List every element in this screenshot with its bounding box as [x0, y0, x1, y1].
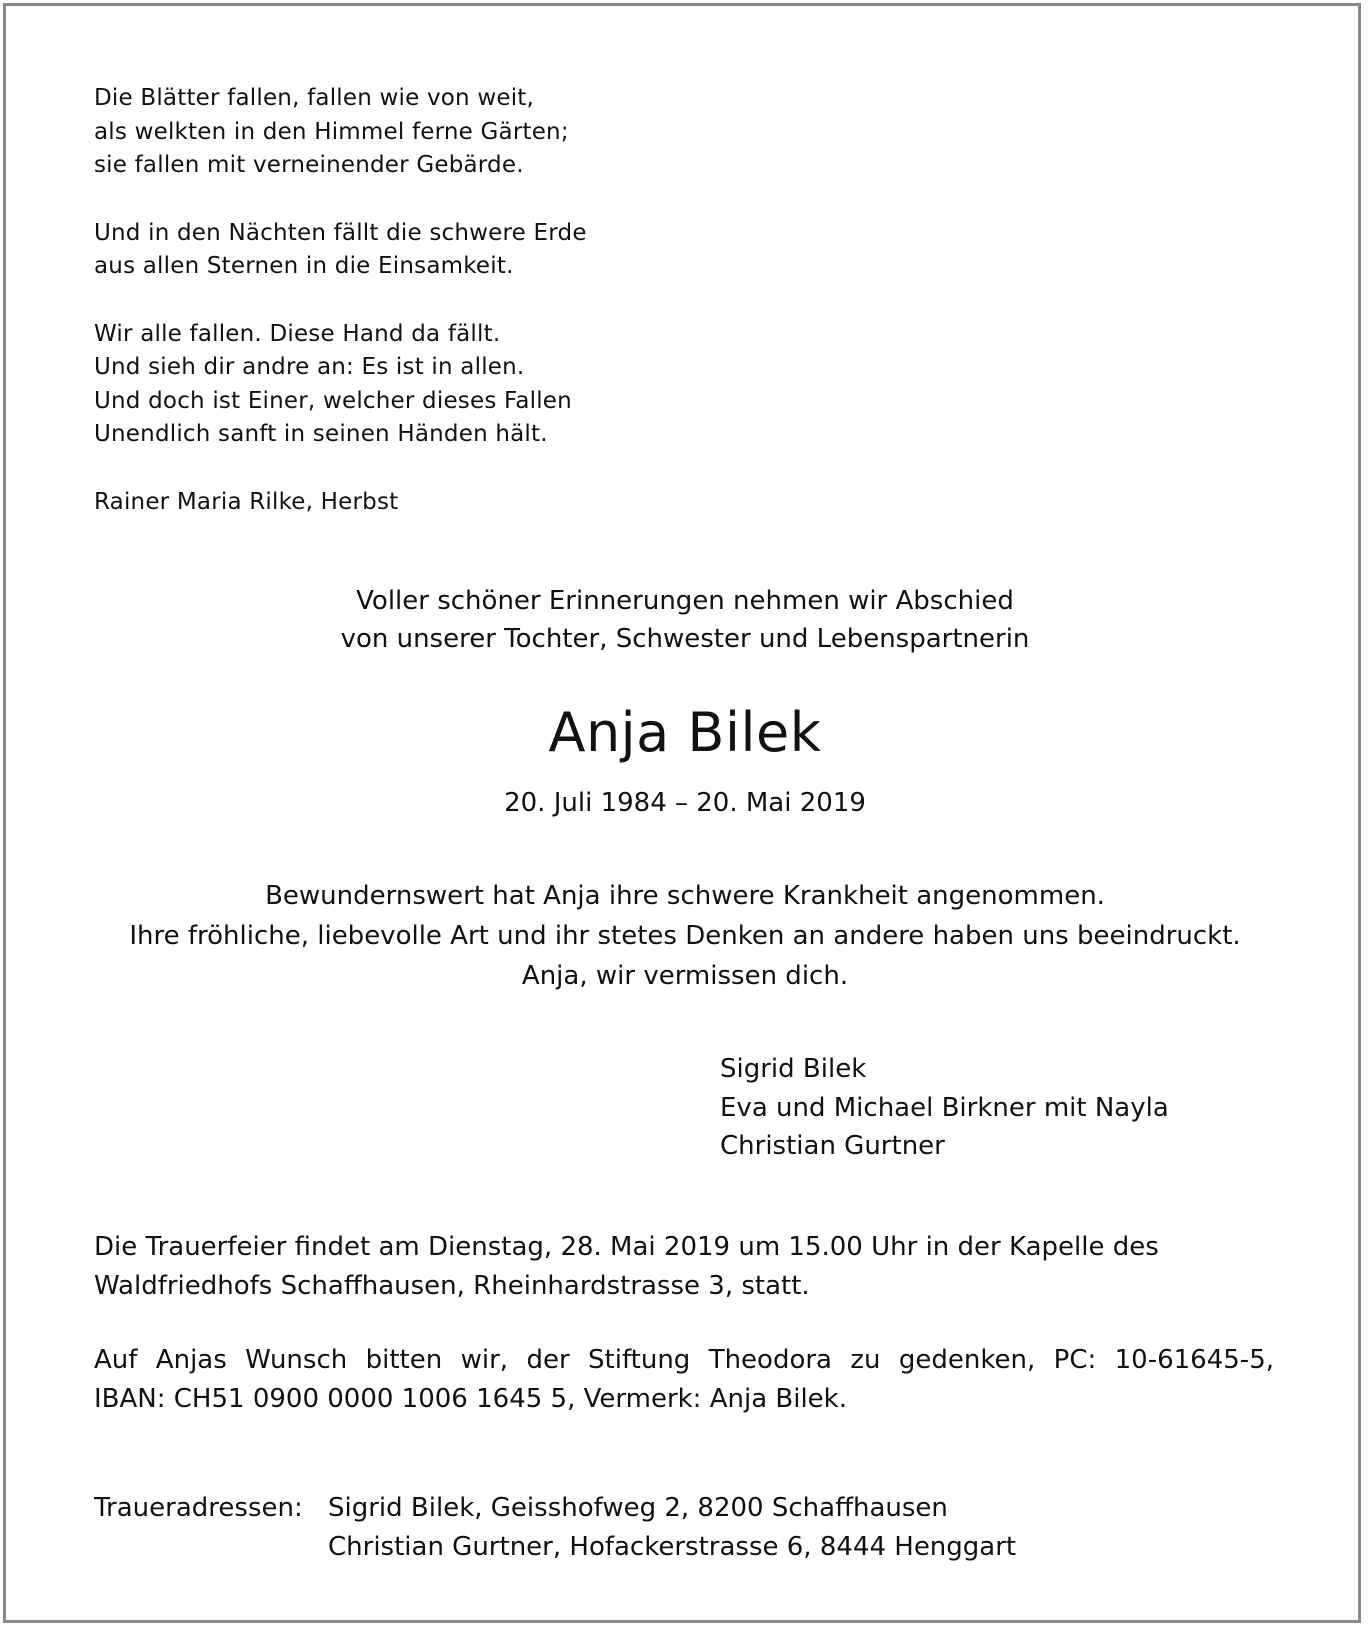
- poem-line: Und doch ist Einer, welcher dieses Fallen: [94, 387, 572, 414]
- ceremony-notice: [94, 1228, 1274, 1306]
- poem-line: Unendlich sanft in seinen Händen hält.: [94, 421, 548, 447]
- poem-line: Die Blätter fallen, fallen wie von weit,: [94, 85, 535, 111]
- poem-line: Und in den Nächten fällt die schwere Erde: [94, 219, 587, 246]
- poem-stanza: [94, 82, 734, 183]
- poem-line: sie fallen mit verneinender Gebärde.: [94, 152, 524, 178]
- poem-line: Und sieh dir andre an: Es ist in allen.: [94, 354, 525, 380]
- donation-line: Auf Anjas Wunsch bitten wir, der Stiftung Theodora zu gedenken, PC: 10-61645-5,: [94, 1345, 1274, 1375]
- intro-line: von unserer Tochter, Schwester und Lebenspartnerin: [340, 624, 1030, 654]
- poem-stanza: [94, 217, 734, 284]
- poem: [94, 82, 734, 519]
- poem-line: Wir alle fallen. Diese Hand da fällt.: [94, 320, 501, 347]
- address-entry: Christian Gurtner, Hofackerstrasse 6, 8444 Henggart: [328, 1531, 1017, 1562]
- donation-notice: [94, 1341, 1274, 1419]
- poem-line: aus allen Sternen in die Einsamkeit.: [94, 253, 514, 279]
- address-entry: Sigrid Bilek, Geisshofweg 2, 8200 Schaffhausen: [328, 1493, 948, 1523]
- mourning-addresses: [94, 1489, 1016, 1566]
- addresses-label: Traueradressen:: [94, 1493, 303, 1523]
- address-row: [94, 1489, 1016, 1528]
- address-row: [94, 1528, 1016, 1567]
- intro-line: Voller schöner Erinnerungen nehmen wir Abschied: [356, 586, 1014, 616]
- poem-stanza: [94, 318, 734, 452]
- tribute-line: Anja, wir vermissen dich.: [521, 961, 849, 991]
- poem-line: als welkten in den Himmel ferne Gärten;: [94, 118, 569, 145]
- mourners-list: [720, 1050, 1169, 1166]
- tribute: [0, 876, 1370, 996]
- ceremony-line: Die Trauerfeier findet am Dienstag, 28. Mai 2019 um 15.00 Uhr in der Kapelle des: [94, 1232, 1159, 1262]
- farewell-intro: [0, 582, 1370, 658]
- donation-line: IBAN: CH51 0900 0000 1006 1645 5, Vermerk: Anja Bilek.: [94, 1384, 847, 1414]
- tribute-line: Ihre fröhliche, liebevolle Art und ihr stetes Denken an andere haben uns beeindruckt.: [129, 921, 1241, 951]
- deceased-name: Anja Bilek: [548, 701, 822, 764]
- mourner-name: Eva und Michael Birkner mit Nayla: [720, 1092, 1169, 1123]
- ceremony-line: Waldfriedhofs Schaffhausen, Rheinhardstrasse 3, statt.: [94, 1271, 810, 1301]
- mourner-name: Christian Gurtner: [720, 1131, 945, 1161]
- poem-attribution: Rainer Maria Rilke, Herbst: [94, 488, 399, 515]
- mourner-name: Sigrid Bilek: [720, 1054, 867, 1084]
- tribute-line: Bewundernswert hat Anja ihre schwere Krankheit angenommen.: [265, 881, 1105, 911]
- life-dates: 20. Juli 1984 – 20. Mai 2019: [504, 788, 866, 818]
